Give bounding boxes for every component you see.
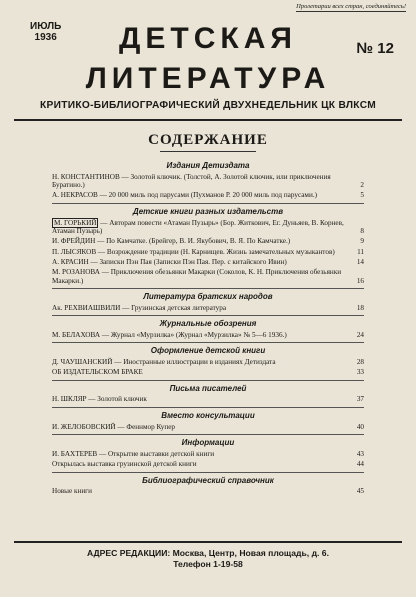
entry-author: М. ГОРЬКИЙ: [54, 218, 97, 227]
entry-title: [52, 331, 350, 340]
entry-title: [52, 219, 350, 236]
entry-author: И. ФРЕЙДИН: [52, 237, 96, 246]
entry-title: [52, 450, 350, 459]
section-heading: Издания Детиздата: [166, 161, 250, 170]
entry-title: [52, 191, 350, 200]
entry-page-number: 14: [356, 257, 364, 266]
contents-underline: [160, 151, 256, 152]
entry-page-number: 45: [356, 487, 364, 496]
entry-text: — Авторам повести «Атаман Пузырь» (Бор. Житкович, Ег. Дуньяев, В. Корнев, Атаман Пузырь): [52, 218, 344, 236]
entry-title: [52, 258, 350, 267]
toc-entry: [52, 173, 364, 190]
entry-author: Н. КОНСТАНТИНОВ: [52, 172, 120, 181]
entry-author: П. ЛЫСЯКОВ: [52, 247, 97, 256]
entry-title: [52, 460, 350, 469]
section-divider: [52, 203, 364, 204]
entry-author: А. КРАСИН: [52, 257, 89, 266]
entry-title: [52, 304, 350, 313]
entry-page-number: 8: [360, 227, 364, 236]
entry-title: [52, 358, 350, 367]
section-heading: Информации: [181, 438, 235, 448]
toc-entry: [52, 331, 364, 340]
issue-year: 1936: [34, 32, 57, 43]
subtitle: КРИТИКО-БИБЛИОГРАФИЧЕСКИЙ ДВУХНЕДЕЛЬНИК ЦК ВЛКСМ: [39, 100, 376, 111]
entry-text: — Открытие выставки детской книги: [97, 449, 215, 458]
section-heading: Детские книги разных издательств: [132, 206, 284, 216]
issue-number: № 12: [356, 40, 394, 57]
address-line: АДРЕС РЕДАКЦИИ: Москва, Центр, Новая площадь, д. 6.: [87, 548, 329, 558]
entry-text: — Журнал «Мурзилка» (Журнал «Мурзилка» № 5—6 1936.): [100, 330, 287, 339]
header-rule: [14, 119, 402, 121]
section-divider: [52, 434, 364, 435]
entry-author: М. РОЗАНОВА: [52, 267, 100, 276]
table-of-contents: [52, 158, 364, 497]
section-divider: [52, 342, 364, 343]
entry-title: [52, 237, 350, 246]
phone-line: Телефон 1-19-58: [173, 559, 243, 569]
entry-page-number: 37: [356, 395, 364, 404]
entry-page-number: 16: [356, 276, 364, 285]
section-heading: Журнальные обозрения: [159, 319, 257, 329]
entry-title: [52, 395, 350, 404]
issue-month: ИЮЛЬ: [30, 21, 62, 32]
entry-page-number: 40: [356, 422, 364, 431]
section-divider: [52, 407, 364, 408]
entry-title: [52, 368, 350, 377]
entry-text: — Иностранные иллюстрации в изданиях Детиздата: [112, 358, 276, 367]
entry-text: — Приключения обезьянки Макарки (Соколов, К. Н. Приключения обезьянки Макарки.): [52, 267, 342, 285]
section-heading: Письма писателей: [169, 383, 247, 393]
section-heading: Литература братских народов: [143, 292, 273, 302]
entry-page-number: 2: [360, 181, 364, 190]
section-heading: Оформление детской книги: [150, 346, 266, 356]
toc-entry: [52, 423, 364, 432]
toc-entry: [52, 237, 364, 246]
toc-entry: [52, 358, 364, 367]
toc-entry: [52, 450, 364, 459]
toc-entry: [52, 268, 364, 285]
toc-entry: [52, 304, 364, 313]
footer-rule: [14, 541, 402, 543]
entry-author: Д. ЧАУШАНСКИЙ: [52, 358, 113, 367]
toc-entry: [52, 258, 364, 267]
entry-author: Н. ШКЛЯР: [52, 395, 87, 404]
toc-entry: [52, 460, 364, 469]
entry-author: И. БАХТЕРЕВ: [52, 449, 98, 458]
entry-author: Ак. РЕХВИАШВИЛИ: [52, 303, 121, 312]
entry-author: Новые книги: [52, 487, 92, 496]
entry-title: [52, 248, 350, 257]
toc-entry: [52, 395, 364, 404]
section-divider: [52, 288, 364, 289]
entry-page-number: 44: [356, 460, 364, 468]
section-heading: Вместо консультации: [161, 411, 255, 421]
entry-text: — Золотой ключик. (Толстой, А. Золотой ключик, или приключения Буратино.): [52, 172, 331, 190]
entry-author: М. БЕЛАХОВА: [52, 330, 101, 339]
toc-entry: [52, 248, 364, 257]
entry-text: — Грузинская детская литература: [120, 303, 227, 312]
entry-text: — Записки Пэн Пая (Записки Пэн Пая. Пер. с китайского Ивин): [88, 257, 287, 266]
contents-heading: СОДЕРЖАНИЕ: [148, 132, 268, 148]
section-divider: [52, 315, 364, 316]
entry-title: [52, 173, 350, 190]
entry-text: — Золотой ключик: [86, 395, 147, 404]
section-divider: [52, 472, 364, 473]
entry-page-number: 28: [356, 358, 364, 367]
entry-text: — 20 000 миль под парусами (Пухманов Р. 20 000 миль под парусами.): [97, 191, 318, 200]
entry-title: [52, 423, 350, 432]
entry-title: [52, 487, 350, 496]
entry-text: — Возрождение традиции (Н. Карнищев. Жизнь замечательных музыкантов): [96, 247, 335, 256]
entry-page-number: 43: [356, 449, 364, 458]
entry-text: — Феннмор Купер: [115, 422, 175, 431]
entry-page-number: 18: [356, 303, 364, 312]
entry-page-number: 11: [357, 247, 364, 256]
editorial-address: [0, 548, 416, 570]
motto: Пролетарии всех стран, соединяйтесь!: [296, 3, 406, 10]
entry-page-number: 9: [360, 237, 364, 246]
entry-page-number: 24: [356, 330, 364, 339]
entry-page-number: 5: [360, 191, 364, 200]
entry-author: Открылась выставка грузинской детской книги: [52, 460, 197, 468]
title-line-2: ЛИТЕРАТУРА: [85, 62, 331, 95]
toc-entry: [52, 219, 364, 236]
entry-author: И. ЖЕЛОБОВСКИЙ: [52, 422, 116, 431]
toc-entry: [52, 191, 364, 200]
entry-text: — По Камчатке. (Брейгер, В. И. Якубович, В. Я. По Камчатке.): [95, 237, 291, 246]
section-heading: Библиографический справочник: [142, 475, 274, 485]
entry-page-number: 33: [356, 368, 364, 377]
entry-author: А. НЕКРАСОВ: [52, 191, 98, 200]
entry-title: [52, 268, 350, 285]
toc-entry: [52, 487, 364, 496]
title-line-1: ДЕТСКАЯ: [119, 22, 297, 55]
entry-author: ОБ ИЗДАТЕЛЬСКОМ БРАКЕ: [52, 368, 143, 377]
toc-entry: [52, 368, 364, 377]
section-divider: [52, 380, 364, 381]
